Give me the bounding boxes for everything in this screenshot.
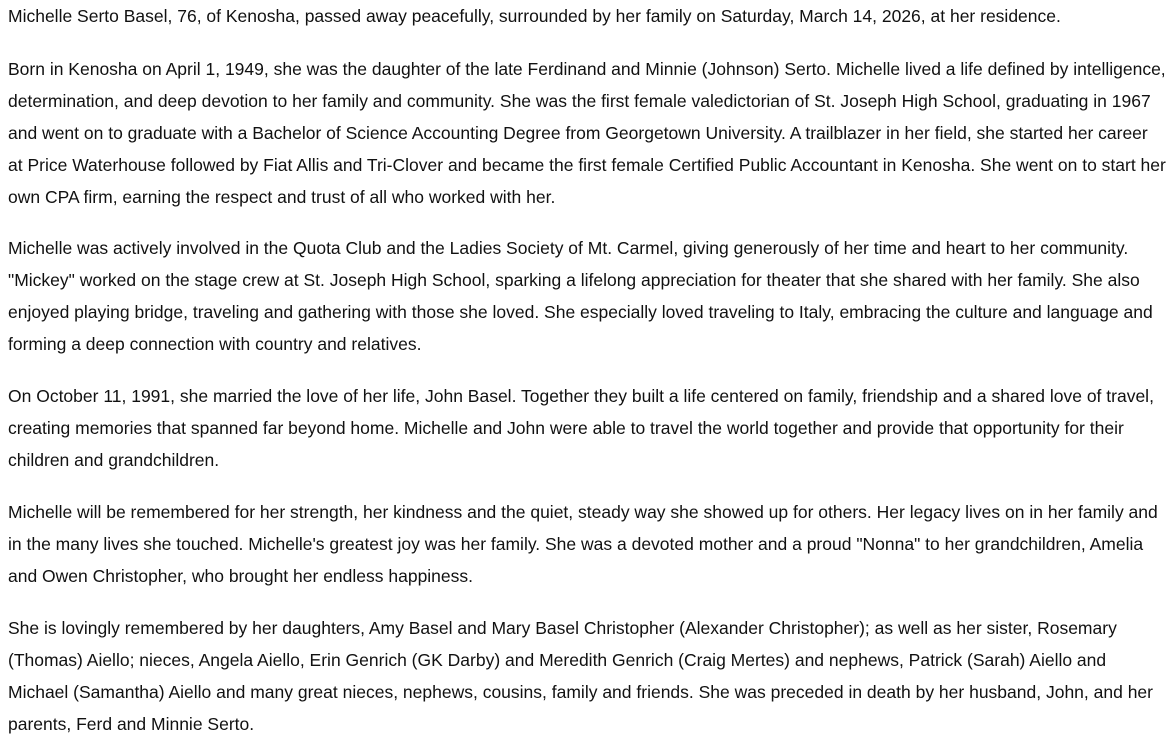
obituary-paragraph-survivors: She is lovingly remembered by her daughters, Amy Basel and Mary Basel Christopher (Alexander Christopher); as well as her sister, Rosemary (Thomas) Aiello; nieces, Angela Aiello, Erin Genrich (GK Darby) and Meredith Genrich (Craig Mertes) and nephews, Patrick (Sarah) Aiello and Michael (Samantha) Aiello and many great nieces, nephews, cousins, family and friends. She was preceded in death by her husband, John, and her parents, Ferd and Minnie Serto.	[8, 618, 1153, 734]
obituary-paragraph-legacy: Michelle will be remembered for her strength, her kindness and the quiet, steady way she showed up for others. Her legacy lives on in her family and in the many lives she touched. Michelle's greatest joy was her family. She was a devoted mother and a proud "Nonna" to her grandchildren, Amelia and Owen Christopher, who brought her endless happiness.	[8, 502, 1158, 586]
obituary-paragraph-community-interests: Michelle was actively involved in the Quota Club and the Ladies Society of Mt. Carmel, giving generously of her time and heart to her community. "Mickey" worked on the stage crew at St. Joseph High School, sparking a lifelong appreciation for theater that she shared with her family. She also enjoyed playing bridge, traveling and gathering with those she loved. She especially loved traveling to Italy, embracing the culture and language and forming a deep connection with country and relatives.	[8, 238, 1153, 354]
obituary-paragraph-announcement: Michelle Serto Basel, 76, of Kenosha, passed away peacefully, surrounded by her family on Saturday, March 14, 2026, at her residence.	[8, 6, 1061, 26]
obituary-paragraph-early-life-career: Born in Kenosha on April 1, 1949, she was the daughter of the late Ferdinand and Minnie (Johnson) Serto. Michelle lived a life defined by intelligence, determination, and deep devotion to her family and community. She was the first female valedictorian of St. Joseph High School, graduating in 1967 and went on to graduate with a Bachelor of Science Accounting Degree from Georgetown University. A trailblazer in her field, she started her career at Price Waterhouse followed by Fiat Allis and Tri-Clover and became the first female Certified Public Accountant in Kenosha. She went on to start her own CPA firm, earning the respect and trust of all who worked with her.	[8, 59, 1166, 207]
obituary-paragraph-marriage: On October 11, 1991, she married the love of her life, John Basel. Together they built a life centered on family, friendship and a shared love of travel, creating memories that spanned far beyond home. Michelle and John were able to travel the world together and provide that opportunity for their children and grandchildren.	[8, 386, 1154, 470]
